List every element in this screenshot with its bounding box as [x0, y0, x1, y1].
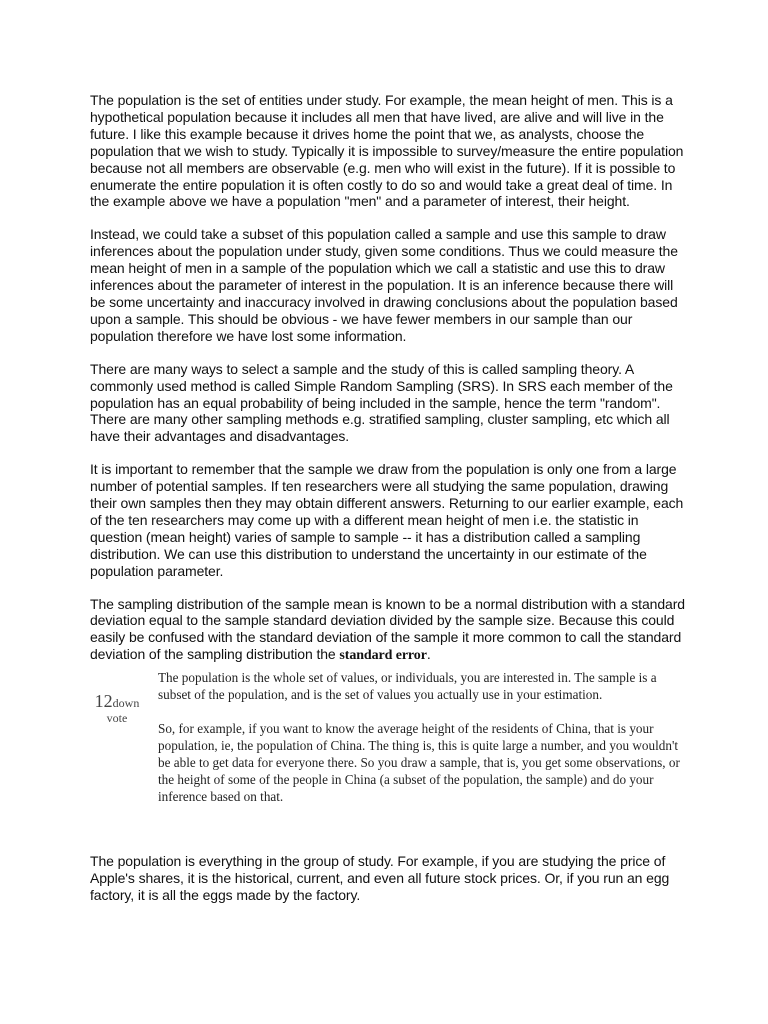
document-page: [90, 92, 690, 920]
sampling-distribution-end: .: [426, 646, 431, 663]
answer-paragraph: So, for example, if you want to know the average height of the residents of China, that is your population, ie, the population of China. The thing is, this is quite large a number, and you wouldn't be able to get data for everyone there. So you draw a sample, that is, you get some observations, or the height of some of the people in China (a subset of the population, the sample) and do your inference based on that.: [158, 720, 680, 805]
vote-word: vote: [106, 711, 128, 726]
paragraph-sampling-variability: It is important to remember that the sample we draw from the population is only one from a large number of potential samples. If ten researchers were all studying the same population, drawing their own samples then they may obtain different answers. Returning to our earlier example, each of the ten researchers may come up with a different mean height of men i.e. the statistic in question (mean height) varies of sample to sample -- it has a distribution called a sampling distribution. We can use this distribution to understand the uncertainty in our estimate of the population parameter.: [90, 461, 684, 579]
paragraph-population-example: The population is everything in the group of study. For example, if you are studying the price of Apple's shares, it is the historical, current, and even all future stock prices. Or, if you run an egg factory, it is all the eggs made by the factory.: [90, 853, 670, 903]
paragraph-population-definition: The population is the set of entities under study. For example, the mean height of men. This is a hypothetical population because it includes all men that have lived, are alive and will live in the future. I like this example because it drives home the point that we, as analysts, choose the population that we wish to study. Typically it is impossible to survey/measure the entire population because not all members are observable (e.g. men who will exist in the future). If it is possible to enumerate the entire population it is often costly to do so and would take a great deal of time. In the example above we have a population "men" and a parameter of interest, their height.: [90, 92, 684, 210]
vote-word-down: down: [112, 696, 140, 711]
vote-count: 12: [94, 691, 113, 712]
sampling-distribution-text: The sampling distribution of the sample mean is known to be a normal distribution with a standard deviation equal to the sample standard deviation divided by the sample size. Because this could easily be confused with the standard deviation of the sample it more common to call the standard deviation of the sampling distribution the: [90, 595, 685, 663]
vote-counter: [90, 691, 144, 725]
vote-count-line: [90, 691, 144, 711]
answer-body: [158, 669, 688, 821]
answer-paragraph: The population is the whole set of values, or individuals, you are interested in. The sample is a subset of the population, and is the set of values you actually use in your estimation.: [158, 670, 657, 703]
quoted-answer: [90, 669, 690, 835]
paragraph-sample-definition: Instead, we could take a subset of this population called a sample and use this sample to draw inferences about the population under study, given some conditions. Thus we could measure the mean height of men in a sample of the population which we call a statistic and use this to draw inferences about the parameter of interest in the population. It is an inference because there will be some uncertainty and inaccuracy involved in drawing conclusions about the population based upon a sample. This should be obvious - we have fewer members in our sample than our population therefore we have lost some information.: [90, 226, 678, 344]
paragraph-sampling-distribution: [90, 596, 690, 666]
standard-error-term: standard error: [339, 648, 427, 664]
paragraph-sampling-theory: There are many ways to select a sample and the study of this is called sampling theory. A commonly used method is called Simple Random Sampling (SRS). In SRS each member of the population has an equal probability of being included in the sample, hence the term "random". There are many other sampling methods e.g. stratified sampling, cluster sampling, etc which all have their advantages and disadvantages.: [90, 360, 673, 445]
